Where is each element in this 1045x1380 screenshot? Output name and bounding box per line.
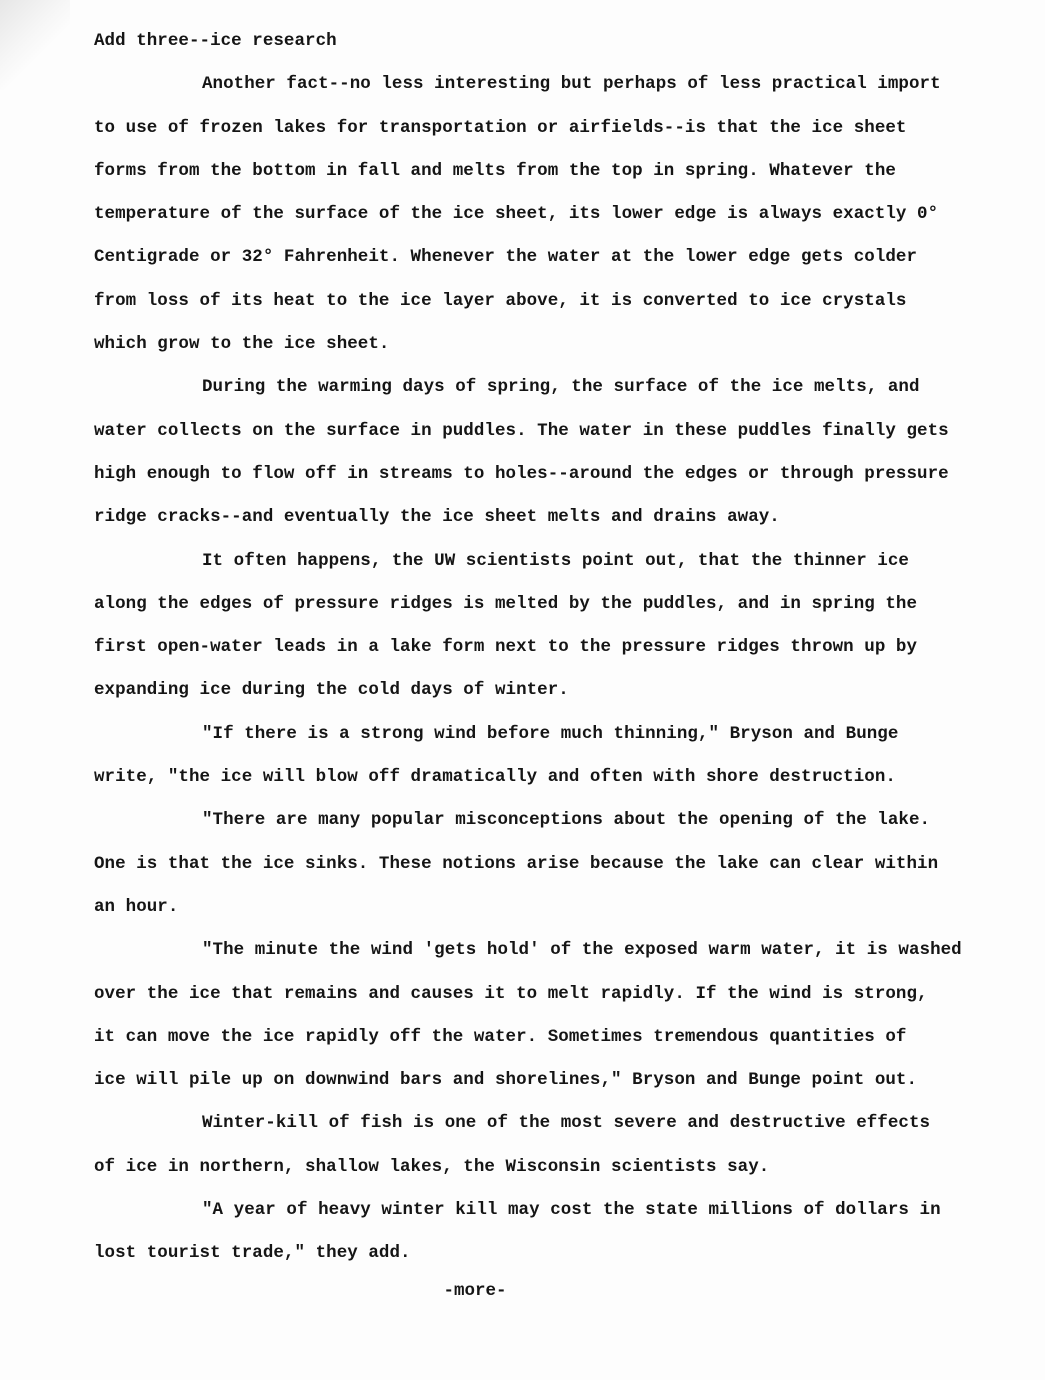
paragraph-first-line: "If there is a strong wind before much thinning," Bryson and Bunge bbox=[202, 723, 899, 744]
more-footer: -more- bbox=[443, 1281, 507, 1301]
paragraph-line: Centigrade or 32° Fahrenheit. Whenever the water at the lower edge gets colder bbox=[94, 247, 918, 268]
paragraph-container bbox=[94, 63, 994, 1275]
paragraph-line: from loss of its heat to the ice layer above, it is converted to ice crystals bbox=[94, 290, 907, 311]
paragraph-line: it can move the ice rapidly off the water. Sometimes tremendous quantities of bbox=[94, 1026, 907, 1047]
paragraph-line: ice will pile up on downwind bars and shorelines," Bryson and Bunge point out. bbox=[94, 1070, 918, 1091]
paragraph-line: temperature of the surface of the ice sheet, its lower edge is always exactly 0° bbox=[94, 204, 939, 225]
paragraph-line: write, "the ice will blow off dramatically and often with shore destruction. bbox=[94, 767, 896, 788]
paragraph-line: to use of frozen lakes for transportation or airfields--is that the ice sheet bbox=[94, 117, 907, 138]
paragraph-line: water collects on the surface in puddles. The water in these puddles finally gets bbox=[94, 420, 949, 441]
paragraph-line: of ice in northern, shallow lakes, the Wisconsin scientists say. bbox=[94, 1156, 770, 1177]
paragraph bbox=[94, 713, 994, 800]
paragraph-line: ridge cracks--and eventually the ice sheet melts and drains away. bbox=[94, 507, 780, 528]
paragraph-first-line: Another fact--no less interesting but perhaps of less practical import bbox=[202, 74, 941, 95]
paragraph bbox=[94, 929, 994, 1102]
paragraph-line: expanding ice during the cold days of winter. bbox=[94, 680, 569, 701]
paragraph-line: which grow to the ice sheet. bbox=[94, 334, 390, 355]
paragraph-line: an hour. bbox=[94, 896, 179, 917]
paragraph bbox=[94, 540, 994, 713]
paragraph-line: forms from the bottom in fall and melts from the top in spring. Whatever the bbox=[94, 160, 896, 181]
paragraph bbox=[94, 1189, 994, 1276]
paragraph bbox=[94, 63, 994, 366]
document-header: Add three--ice research bbox=[94, 31, 337, 51]
paragraph-line: first open-water leads in a lake form next to the pressure ridges thrown up by bbox=[94, 637, 918, 658]
paragraph bbox=[94, 1102, 994, 1189]
paragraph-line: along the edges of pressure ridges is melted by the puddles, and in spring the bbox=[94, 593, 918, 614]
paragraph-first-line: Winter-kill of fish is one of the most severe and destructive effects bbox=[202, 1113, 931, 1134]
paragraph-line: high enough to flow off in streams to holes--around the edges or through pressure bbox=[94, 463, 949, 484]
paragraph-first-line: "There are many popular misconceptions about the opening of the lake. bbox=[202, 810, 931, 831]
paragraph-first-line: "The minute the wind 'gets hold' of the exposed warm water, it is washed bbox=[202, 940, 962, 961]
paragraph bbox=[94, 799, 994, 929]
paragraph-line: One is that the ice sinks. These notions arise because the lake can clear within bbox=[94, 853, 939, 874]
paragraph-first-line: During the warming days of spring, the surface of the ice melts, and bbox=[202, 377, 920, 398]
page-corner-fold bbox=[0, 0, 70, 90]
paragraph-first-line: "A year of heavy winter kill may cost the state millions of dollars in bbox=[202, 1200, 941, 1221]
paragraph-line: lost tourist trade," they add. bbox=[94, 1243, 411, 1264]
paragraph bbox=[94, 366, 994, 539]
paragraph-line: over the ice that remains and causes it to melt rapidly. If the wind is strong, bbox=[94, 983, 928, 1004]
paragraph-first-line: It often happens, the UW scientists point out, that the thinner ice bbox=[202, 550, 909, 571]
document-body bbox=[94, 20, 994, 1276]
